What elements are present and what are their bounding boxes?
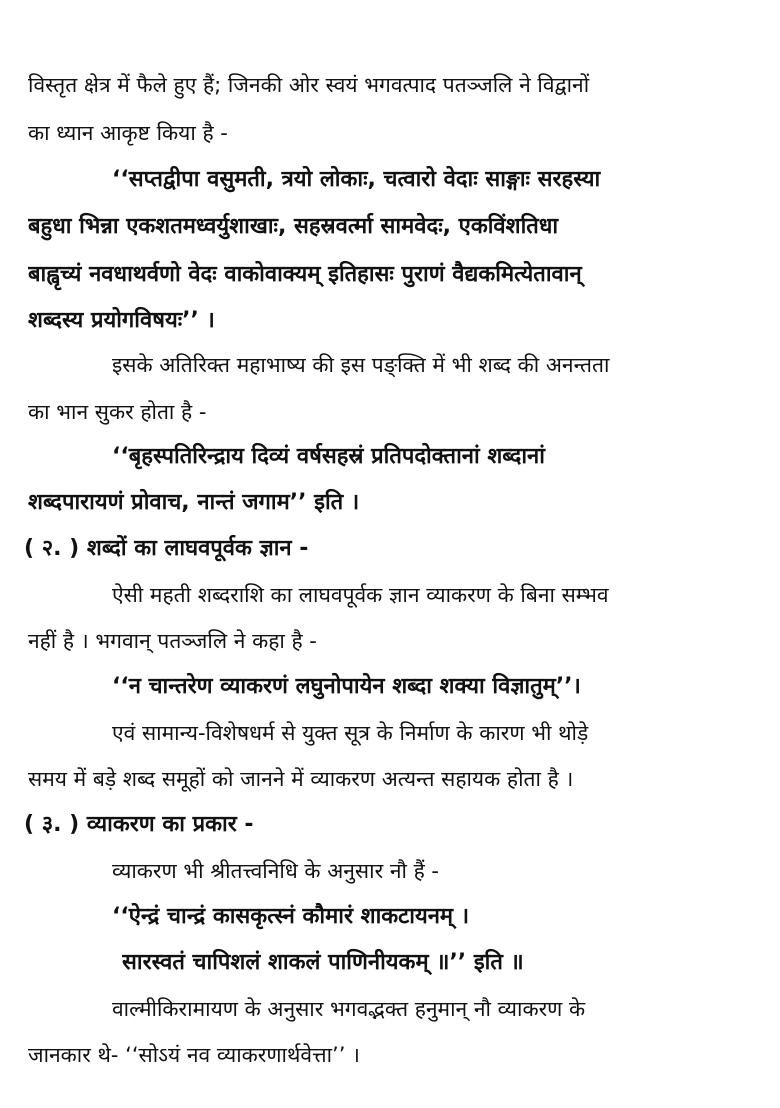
text-span: शब्दपारायणं प्रोवाच, नान्तं जगाम’’ इति । [28, 490, 360, 515]
text-span: सारस्वतं चापिशलं शाकलं पाणिनीयकम् ॥’’ इति ॥ [122, 950, 524, 975]
section-heading [24, 800, 780, 850]
quote-line [112, 155, 746, 205]
quote-line [112, 432, 746, 482]
section-heading [24, 524, 780, 574]
text-span: बहुधा भिन्ना एकशतमध्वर्युशाखाः, सहस्रवर्त्मा सामवेदः, एकविंशतिधा [28, 214, 559, 239]
quote-line [28, 202, 746, 252]
text-span: व्याकरण भी श्रीतत्त्वनिधि के अनुसार नौ हैं - [112, 859, 440, 883]
quote-line [112, 662, 780, 712]
text-span: ( २. ) शब्दों का लाघवपूर्वक ज्ञान - [24, 536, 309, 561]
quote-line [28, 250, 746, 300]
text-span: समय में बड़े शब्द समूहों को जानने में व्याकरण अत्यन्त सहायक होता है । [28, 767, 574, 791]
text-span: का भान सुकर होता है - [28, 400, 207, 424]
text-span: ( ३. ) व्याकरण का प्रकार - [24, 812, 254, 837]
quote-line [28, 478, 780, 528]
text-line [112, 984, 748, 1034]
quote-line [122, 938, 780, 988]
text-line [112, 846, 780, 896]
text-span: जानकार थे- ‘‘सोऽयं नव व्याकरणार्थवेत्ता’’ । [28, 1043, 361, 1067]
text-span: ‘‘ऐन्द्रं चान्द्रं कासकृत्स्नं कौमारं शाकटायनम् । [112, 904, 470, 929]
text-span: वाल्मीकिरामायण के अनुसार भगवद्भक्त हनुमान् नौ व्याकरण के [112, 997, 586, 1021]
text-span: शब्दस्य प्रयोगविषयः’’ । [28, 308, 215, 333]
text-line [112, 340, 748, 390]
text-line [28, 1030, 780, 1080]
text-span: का ध्यान आकृष्ट किया है - [28, 121, 228, 145]
text-span: इसके अतिरिक्त महाभाष्य की इस पङ्क्ति में भी शब्द की अनन्तता [112, 353, 610, 377]
text-line [28, 616, 780, 666]
text-line [28, 108, 780, 158]
text-span: बाह्वृच्यं नवधाथर्वणो वेदः वाकोवाक्यम् इतिहासः पुराणं वैद्यकमित्येतावान् [28, 262, 582, 287]
text-span: ‘‘सप्तद्वीपा वसुमती, त्रयो लोकाः, चत्वारो वेदाः साङ्गाः सरहस्या [112, 167, 601, 192]
quote-line [112, 892, 780, 942]
text-line [112, 708, 748, 758]
text-line [28, 387, 780, 437]
text-line [28, 754, 748, 804]
text-span: विस्तृत क्षेत्र में फैले हुए हैं; जिनकी ओर स्वयं भगवत्पाद पतञ्जलि ने विद्वानों [28, 73, 590, 97]
text-span: एवं सामान्य-विशेषधर्म से युक्त सूत्र के निर्माण के कारण भी थोड़े [112, 721, 589, 745]
text-span: ‘‘न चान्तरेण व्याकरणं लघुनोपायेन शब्दा शक्या विज्ञातुम्’’। [112, 674, 581, 699]
text-span: ऐसी महती शब्दराशि का लाघवपूर्वक ज्ञान व्याकरण के बिना सम्भव [112, 583, 609, 607]
text-span: ‘‘बृहस्पतिरिन्द्राय दिव्यं वर्षसहस्रं प्रतिपदोक्तानां शब्दानां [112, 444, 545, 469]
text-line [112, 570, 748, 620]
text-line [28, 60, 756, 110]
text-span: नहीं है । भगवान् पतञ्जलि ने कहा है - [28, 629, 317, 653]
quote-line [28, 296, 780, 346]
